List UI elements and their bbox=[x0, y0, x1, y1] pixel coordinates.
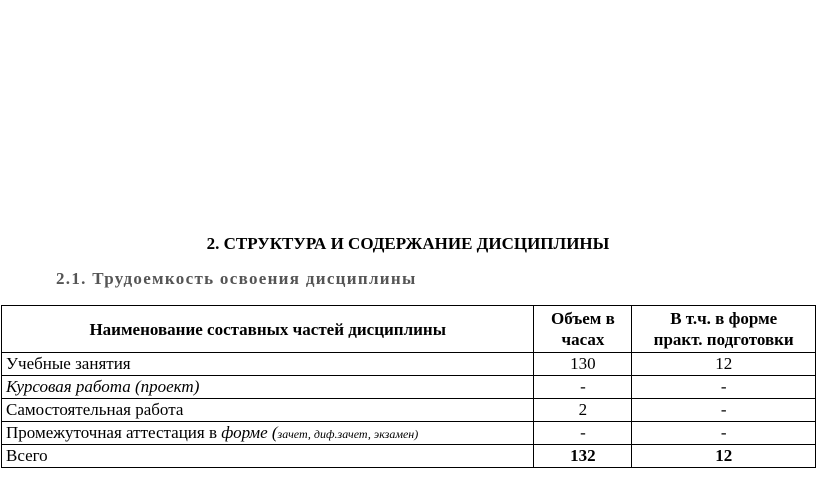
table-row bbox=[2, 353, 816, 376]
header-practice bbox=[632, 306, 816, 353]
row-name-italic: форме ( bbox=[221, 422, 278, 442]
header-practice-line2: практ. подготовки bbox=[653, 330, 794, 349]
row-practice: - bbox=[632, 376, 816, 399]
subsection-title: 2.1. Трудоемкость освоения дисциплины bbox=[56, 269, 417, 288]
row-practice: 12 bbox=[632, 353, 816, 376]
table-row bbox=[2, 399, 816, 422]
row-name bbox=[2, 422, 534, 445]
header-hours-line2: часах bbox=[561, 330, 605, 349]
header-hours bbox=[534, 306, 632, 353]
workload-table bbox=[1, 305, 816, 468]
row-hours: 130 bbox=[534, 353, 632, 376]
row-name: Курсовая работа (проект) bbox=[2, 376, 534, 399]
header-hours-line1: Объем в bbox=[551, 309, 615, 328]
header-component-name: Наименование составных частей дисциплины bbox=[2, 306, 534, 353]
row-name: Всего bbox=[2, 445, 534, 468]
table-row-total bbox=[2, 445, 816, 468]
table-header-row bbox=[2, 306, 816, 353]
row-name-note: зачет, диф.зачет, экзамен) bbox=[277, 426, 419, 441]
table-row bbox=[2, 422, 816, 445]
row-hours: - bbox=[534, 422, 632, 445]
row-practice: - bbox=[632, 399, 816, 422]
row-name: Учебные занятия bbox=[2, 353, 534, 376]
section-title: 2. СТРУКТУРА И СОДЕРЖАНИЕ ДИСЦИПЛИНЫ bbox=[206, 234, 610, 253]
row-practice: 12 bbox=[632, 445, 816, 468]
table-row bbox=[2, 376, 816, 399]
header-practice-line1: В т.ч. в форме bbox=[670, 309, 778, 328]
row-name: Самостоятельная работа bbox=[2, 399, 534, 422]
row-hours: 132 bbox=[534, 445, 632, 468]
row-name-prefix: Промежуточная аттестация в bbox=[6, 422, 222, 442]
row-hours: - bbox=[534, 376, 632, 399]
row-practice: - bbox=[632, 422, 816, 445]
row-hours: 2 bbox=[534, 399, 632, 422]
